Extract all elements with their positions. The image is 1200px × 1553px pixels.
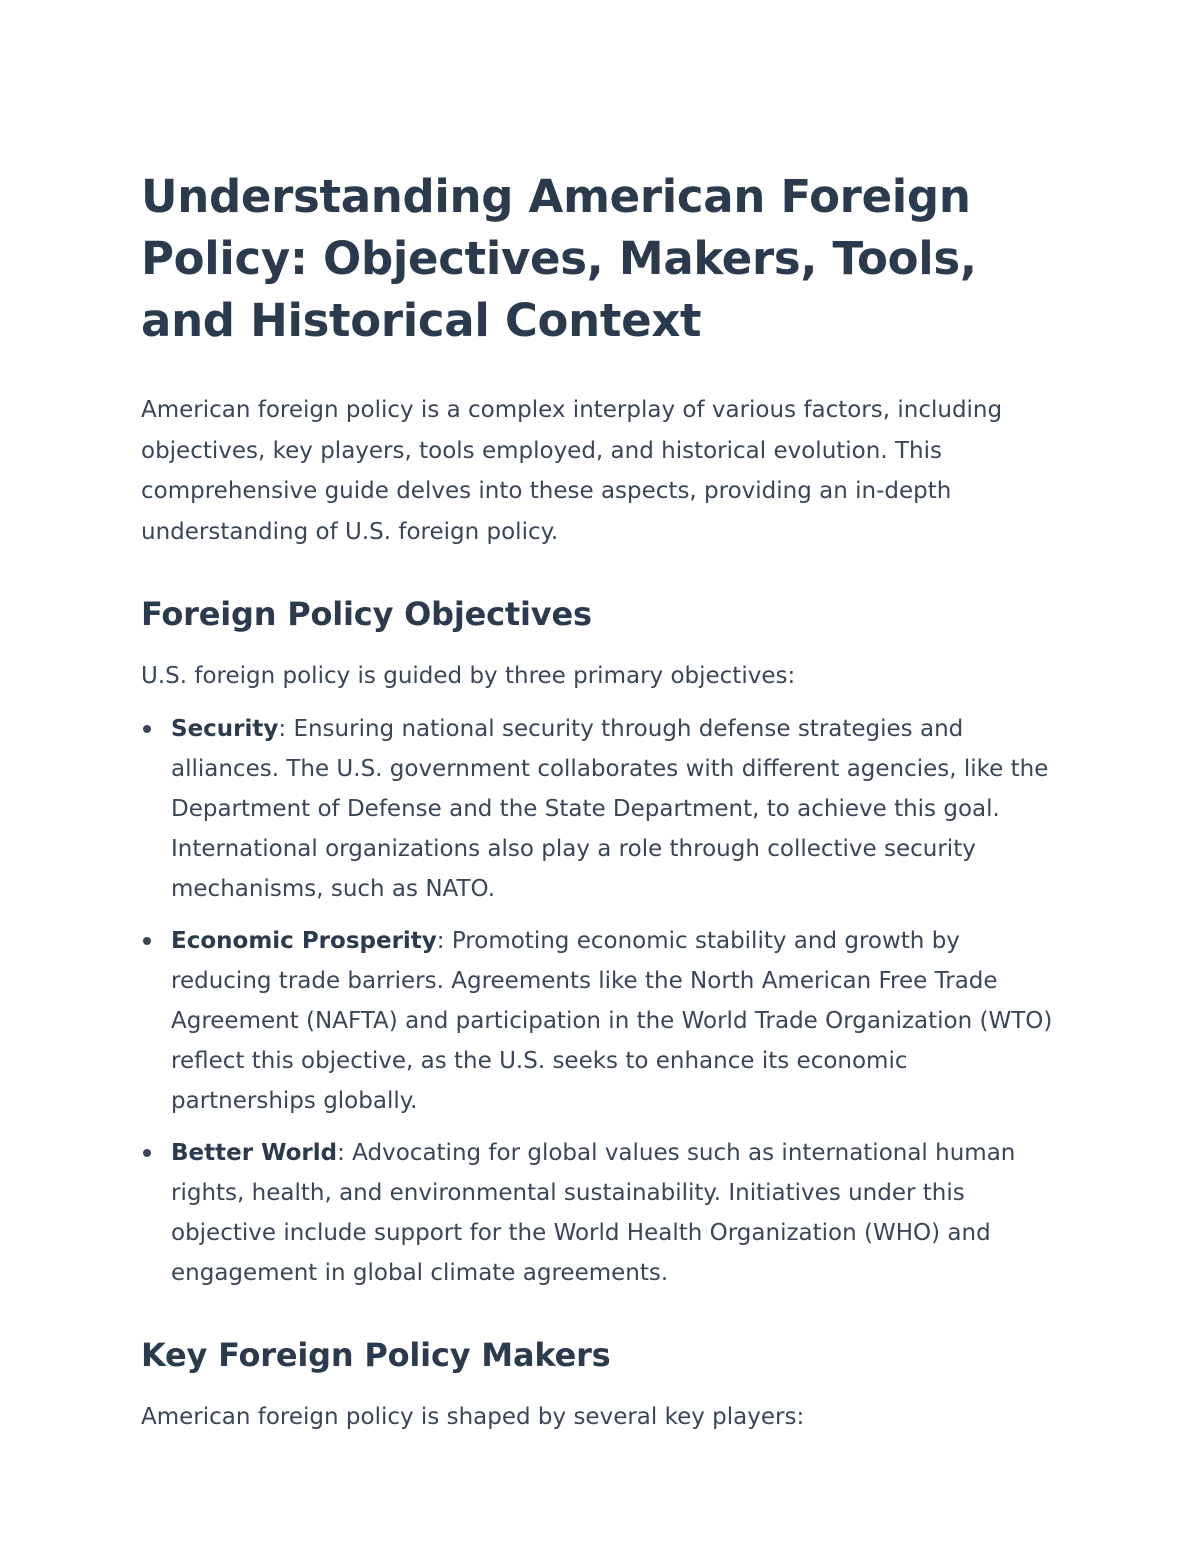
section-heading-objectives: Foreign Policy Objectives — [141, 595, 592, 633]
objectives-list — [141, 709, 1056, 1293]
section-lead-objectives: U.S. foreign policy is guided by three primary objectives: — [141, 663, 796, 689]
list-item-term: Security — [171, 715, 279, 742]
list-item-term: Economic Prosperity — [171, 927, 437, 954]
list-item-text: : Advocating for global values such as international human rights, health, and environmental sustainability. Initiatives under this objective include support for the World Health Organization (WHO) and engagement in global climate agreements. — [171, 1139, 1016, 1286]
intro-paragraph: American foreign policy is a complex interplay of various factors, including objectives, key players, tools employed, and historical evolution. This comprehensive guide delves into these aspects, providing an in-depth understanding of U.S. foreign policy. — [141, 397, 1003, 545]
list-item-text: : Promoting economic stability and growth by reducing trade barriers. Agreements like the North American Free Trade Agreement (NAFTA) and participation in the World Trade Organization (WTO) reflect this objective, as the U.S. seeks to enhance its economic partnerships globally. — [171, 927, 1053, 1114]
list-item-text: : Ensuring national security through defense strategies and alliances. The U.S. government collaborates with different agencies, like the Department of Defense and the State Department, to achieve this goal. International organizations also play a role through collective security mechanisms, such as NATO. — [171, 715, 1049, 902]
document-page — [141, 166, 1056, 1437]
list-item-security — [141, 709, 1056, 909]
list-item-term: Better World — [171, 1139, 338, 1166]
bullet-icon — [143, 725, 151, 733]
bullet-icon — [143, 937, 151, 945]
section-lead-makers: American foreign policy is shaped by several key players: — [141, 1403, 805, 1430]
bullet-icon — [143, 1149, 151, 1157]
list-item-economic-prosperity — [141, 921, 1056, 1121]
section-heading-makers: Key Foreign Policy Makers — [141, 1335, 611, 1374]
document-title: Understanding American Foreign Policy: Objectives, Makers, Tools, and Historical Context — [141, 170, 977, 347]
list-item-better-world — [141, 1133, 1056, 1293]
